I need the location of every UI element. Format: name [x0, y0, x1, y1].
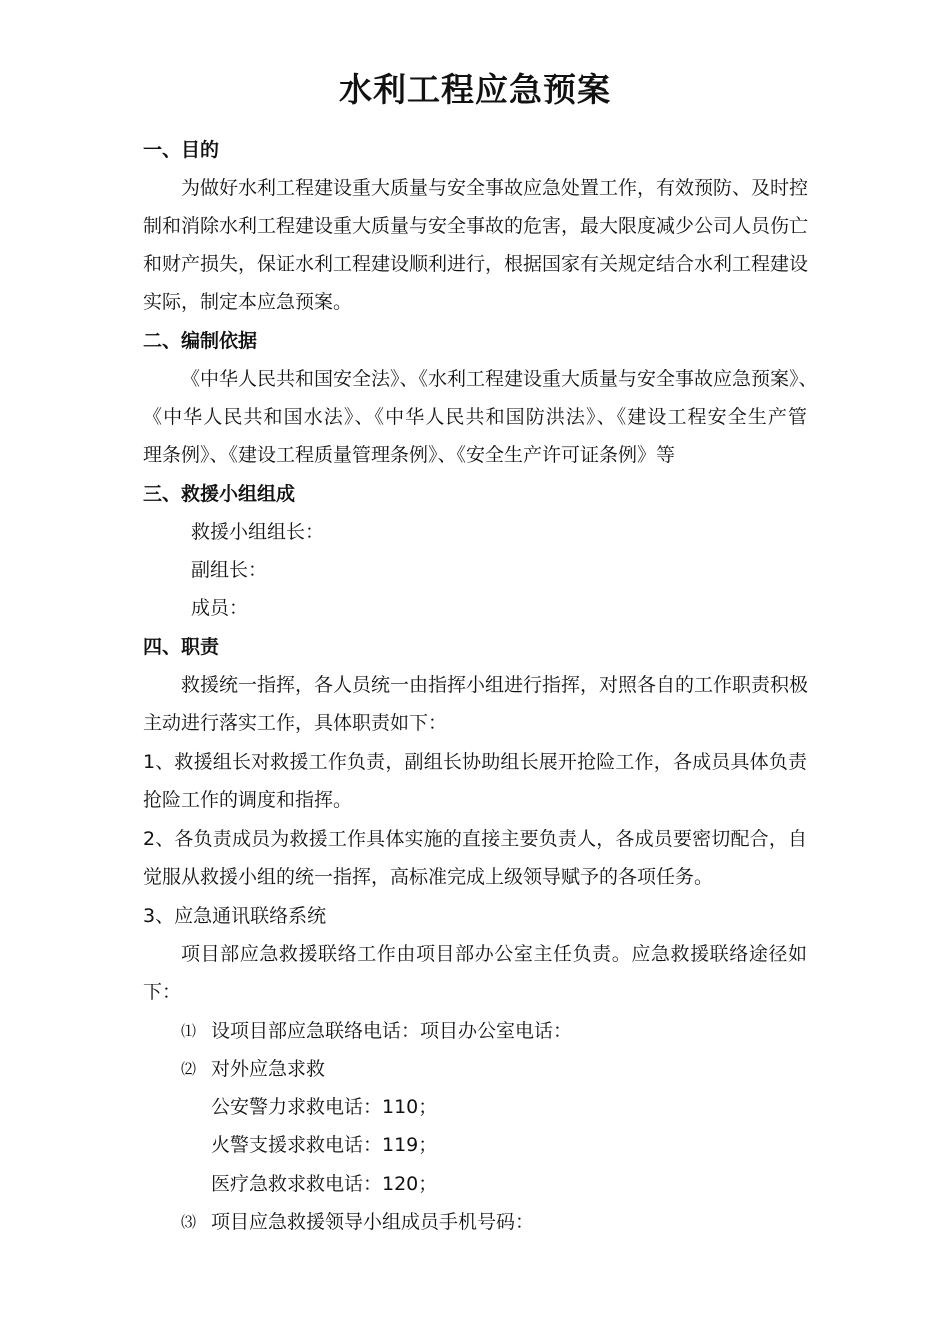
basis-line-1: 《中华人民共和国安全法》、《水利工程建设重大质量与安全事故应急预案》、 — [181, 368, 818, 390]
section-heading-team: 三、救援小组组成 — [143, 483, 296, 505]
purpose-line-2: 制和消除水利工程建设重大质量与安全事故的危害，最大限度减少公司人员伤亡 — [143, 215, 809, 237]
duties-intro-line-2: 主动进行落实工作，具体职责如下： — [143, 712, 448, 734]
duties-intro-line-1: 救援统一指挥，各人员统一由指挥小组进行指挥，对照各自的工作职责积极 — [181, 674, 809, 696]
list-item-text: 项目应急救援领导小组成员手机号码： — [211, 1211, 535, 1233]
list-marker: ⑴ — [181, 1022, 197, 1040]
section-heading-duties: 四、职责 — [143, 636, 220, 658]
contact-line-2: 下： — [143, 981, 182, 1003]
list-item-text: 设项目部应急联络电话：项目办公室电话： — [211, 1020, 573, 1042]
duty-item-1-line-2: 抢险工作的调度和指挥。 — [143, 789, 353, 811]
team-deputy-label: 副组长： — [191, 559, 268, 581]
medical-number: 医疗急救求救电话：120； — [211, 1173, 438, 1195]
purpose-line-1: 为做好水利工程建设重大质量与安全事故应急处置工作，有效预防、及时控 — [181, 177, 809, 199]
fire-number: 火警支援求救电话：119； — [211, 1134, 438, 1156]
contact-list-item-2 — [181, 1055, 325, 1083]
team-leader-label: 救援小组组长： — [191, 521, 325, 543]
contact-line-1: 项目部应急救援联络工作由项目部办公室主任负责。应急救援联络途径如 — [181, 943, 807, 965]
section-heading-purpose: 一、目的 — [143, 139, 220, 161]
basis-line-3: 理条例》、《建设工程质量管理条例》、《安全生产许可证条例》等 — [143, 444, 676, 466]
team-members-label: 成员： — [191, 597, 249, 619]
list-item-text: 对外应急求救 — [211, 1058, 326, 1080]
purpose-line-4: 实际，制定本应急预案。 — [143, 291, 353, 313]
basis-line-2: 《中华人民共和国水法》、《中华人民共和国防洪法》、《建设工程安全生产管 — [143, 406, 807, 428]
document-title: 水利工程应急预案 — [339, 70, 611, 109]
purpose-line-3: 和财产损失，保证水利工程建设顺利进行，根据国家有关规定结合水利工程建设 — [143, 253, 809, 275]
duty-item-1-line-1: 1、救援组长对救援工作负责，副组长协助组长展开抢险工作，各成员具体负责 — [143, 751, 807, 773]
duty-item-2-line-2: 觉服从救援小组的统一指挥，高标准完成上级领导赋予的各项任务。 — [143, 866, 714, 888]
list-marker: ⑵ — [181, 1060, 197, 1078]
section-heading-basis: 二、编制依据 — [143, 330, 258, 352]
contact-list-item-3 — [181, 1208, 534, 1236]
list-marker: ⑶ — [181, 1213, 197, 1231]
contact-list-item-1 — [181, 1017, 572, 1045]
police-number: 公安警力求救电话：110； — [211, 1096, 438, 1118]
duty-item-3: 3、应急通讯联络系统 — [143, 905, 327, 927]
duty-item-2-line-1: 2、各负责成员为救援工作具体实施的直接主要负责人，各成员要密切配合，自 — [143, 828, 807, 850]
